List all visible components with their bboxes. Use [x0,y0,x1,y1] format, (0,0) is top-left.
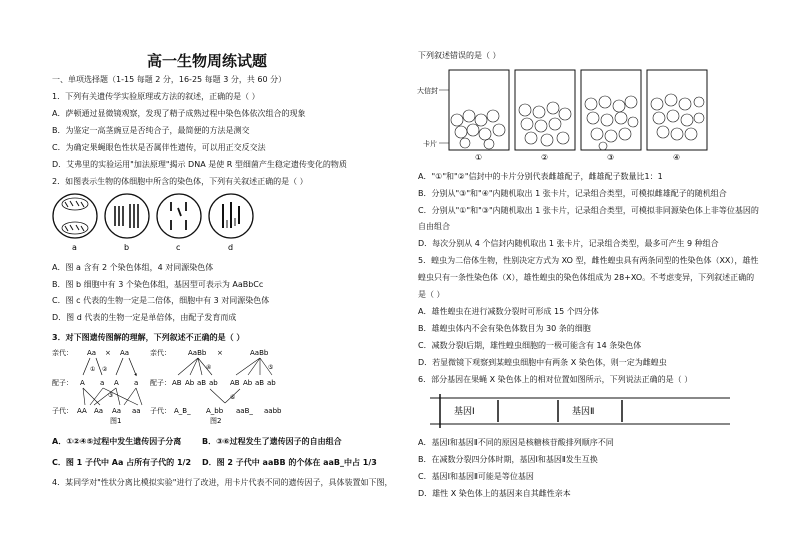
envelope-4 [647,70,707,150]
offspring: aaB_ [236,407,253,415]
envelope-number: ② [541,153,549,162]
gamete: a [100,379,105,387]
option-b: B．图 b 细胞中有 3 个染色体组，基因型可表示为 AaBbCc [52,280,264,289]
gamete: aB [197,379,207,387]
gamete: Ab [185,379,195,387]
envelope-number: ③ [607,153,615,162]
step-4: ④ [206,364,212,371]
option-d: D．图 d 代表的生物一定是单倍体，由配子发育而成 [52,313,237,322]
envelope-number: ① [475,153,483,162]
envelope-figure [415,66,715,166]
envelope-2 [515,70,575,150]
envelope-number: ④ [673,153,681,162]
cell-b [105,194,149,238]
cell-c [157,194,201,238]
step-6: ⑥ [230,394,236,401]
offspring-label: 子代： [150,407,171,415]
gamete-label: 配子： [150,379,171,387]
option-a: A．萨顿通过显微镜观察，发现了精子成熟过程中染色体依次组合的现象 [52,109,306,118]
offspring: Aa [94,407,104,415]
offspring: A_B_ [174,407,191,415]
gamete: ab [267,379,276,387]
offspring: A_bb [206,407,224,415]
option-d: D．每次分别从 4 个信封内随机取出 1 张卡片，记录组合类型，最多可产生 9 种组合 [418,239,719,248]
parent-1: AaBb [188,349,207,357]
option-c: C．分别从"①"和"③"内随机取出 1 张卡片，记录组合类型，可模拟非同源染色体上非等位基因的 [418,206,759,215]
option-a: A．图 a 含有 2 个染色体组，4 对同源染色体 [52,263,214,272]
gamete: AB [172,379,182,387]
step-5: ⑤ [268,364,274,371]
option-c: C．图 1 子代中 Aa 占所有子代的 1/2 [52,458,192,467]
cell-d [209,194,253,238]
question-stem: 1．下列有关遗传学实验原理或方法的叙述，正确的是（ ） [52,92,260,101]
parent-label: 亲代： [52,349,73,357]
option-a: A．"①"和"②"信封中的卡片分别代表雌雄配子，雌雄配子数量比1：1 [418,172,663,181]
option-c-continued: 自由组合 [418,222,450,231]
step-2: ② [102,366,108,373]
question-stem: 3．对下图遗传图解的理解，下列叙述不正确的是（ ） [52,333,245,342]
cell-label-b: b [124,243,130,252]
option-d: D．若显微镜下观察到某蝗虫细胞中有两条 X 染色体，则一定为雌蝗虫 [418,358,667,367]
option-d: D．艾弗里的实验运用"加法原理"揭示 DNA 是使 R 型细菌产生稳定遗传变化的物质 [52,160,347,169]
parent-label: 亲代： [150,349,171,357]
chromosome-cells-figure [45,190,265,254]
question-stem: 5．蝗虫为二倍体生物，性别决定方式为 XO 型，雌性蝗虫具有两条同型的性染色体（XX），雄性 [418,256,759,265]
gamete: A [114,379,119,387]
offspring: AA [77,407,87,415]
option-d: D．雄性 X 染色体上的基因来自其雌性亲本 [418,489,571,498]
cell-label-a: a [72,243,77,252]
offspring: Aa [112,407,122,415]
gamete: ab [209,379,218,387]
question-stem: 6．部分基因在果蝇 X 染色体上的相对位置如图所示，下列说法正确的是（ ） [418,375,693,384]
label-envelope: 大信封 [417,87,438,95]
gamete: Ab [243,379,253,387]
question-stem-3: 是（ ） [418,290,445,299]
cross-sign: × [105,349,111,357]
step-1: ① [90,366,96,373]
page-title: 高一生物周练试题 [147,52,268,70]
genetic-diagram-2 [150,345,300,425]
genetic-diagram-1 [50,345,160,425]
option-b: B．为鉴定一高茎豌豆是否纯合子，最简便的方法是测交 [52,126,250,135]
option-b: B．分别从"③"和"④"内随机取出 1 张卡片，记录组合类型，可模拟雌雄配子的随机组合 [418,189,727,198]
offspring: aabb [264,407,282,415]
cell-a [53,194,97,238]
option-a: A．雄性蝗虫在进行减数分裂时可形成 15 个四分体 [418,307,599,316]
cell-label-d: d [228,243,234,252]
gamete: a [134,379,139,387]
label-card: 卡片 [423,140,437,148]
gamete: AB [230,379,240,387]
parent-2: Aa [120,349,130,357]
question-stem-2: 蝗虫只有一条性染色体（X），雄性蝗虫的染色体组成为 28+XO。不考虑变异，下列叙述正确的 [418,273,755,282]
option-c: C．减数分裂Ⅰ后期，雄性蝗虫细胞的一极可能含有 14 条染色体 [418,341,642,350]
parent-1: Aa [87,349,97,357]
option-a: A．①②④⑤过程中发生遗传因子分离 [52,437,182,446]
offspring-label: 子代： [52,407,73,415]
option-c: C．图 c 代表的生物一定是二倍体，细胞中有 3 对同源染色体 [52,296,270,305]
option-b: B．在减数分裂四分体时期，基因Ⅰ和基因Ⅱ发生互换 [418,455,598,464]
parent-2: AaBb [250,349,269,357]
option-d: D．图 2 子代中 aaBB 的个体在 aaB_中占 1/3 [202,458,377,467]
x-chromosome-figure [430,390,730,430]
envelope-3 [581,70,641,150]
figure-caption: 图2 [210,417,222,425]
cell-label-c: c [176,243,181,252]
offspring: aa [132,407,141,415]
gamete-label: 配子： [52,379,73,387]
gene-2-label: 基因Ⅱ [572,407,595,417]
gamete: A [80,379,85,387]
envelope-1 [449,70,509,150]
question-stem: 2．如图表示生物的体细胞中所含的染色体，下列有关叙述正确的是（ ） [52,177,308,186]
question-4-stem: 4．某同学对"性状分离比模拟实验"进行了改进，用卡片代表不同的遗传因子，具体装置如下图， [52,478,393,487]
section-heading: 一、单项选择题（1-15 每题 2 分，16-25 每题 3 分，共 60 分） [52,75,287,84]
option-b: B．雄蝗虫体内不会有染色体数目为 30 条的细胞 [418,324,591,333]
question-stem-continued: 下列叙述错误的是（ ） [418,51,501,60]
gene-1-label: 基因Ⅰ [454,407,475,417]
figure-caption: 图1 [110,417,122,425]
option-b: B．③⑥过程发生了遗传因子的自由组合 [202,437,342,446]
cross-sign: × [217,349,223,357]
gamete: aB [255,379,265,387]
step-3: ③ [108,392,114,399]
option-c: C．为确定果蝇眼色性状是否属伴性遗传，可以用正交反交法 [52,143,266,152]
option-a: A．基因Ⅰ和基因Ⅱ不同的原因是核糖核苷酸排列顺序不同 [418,438,614,447]
option-c: C．基因Ⅰ和基因Ⅱ可能是等位基因 [418,472,534,481]
